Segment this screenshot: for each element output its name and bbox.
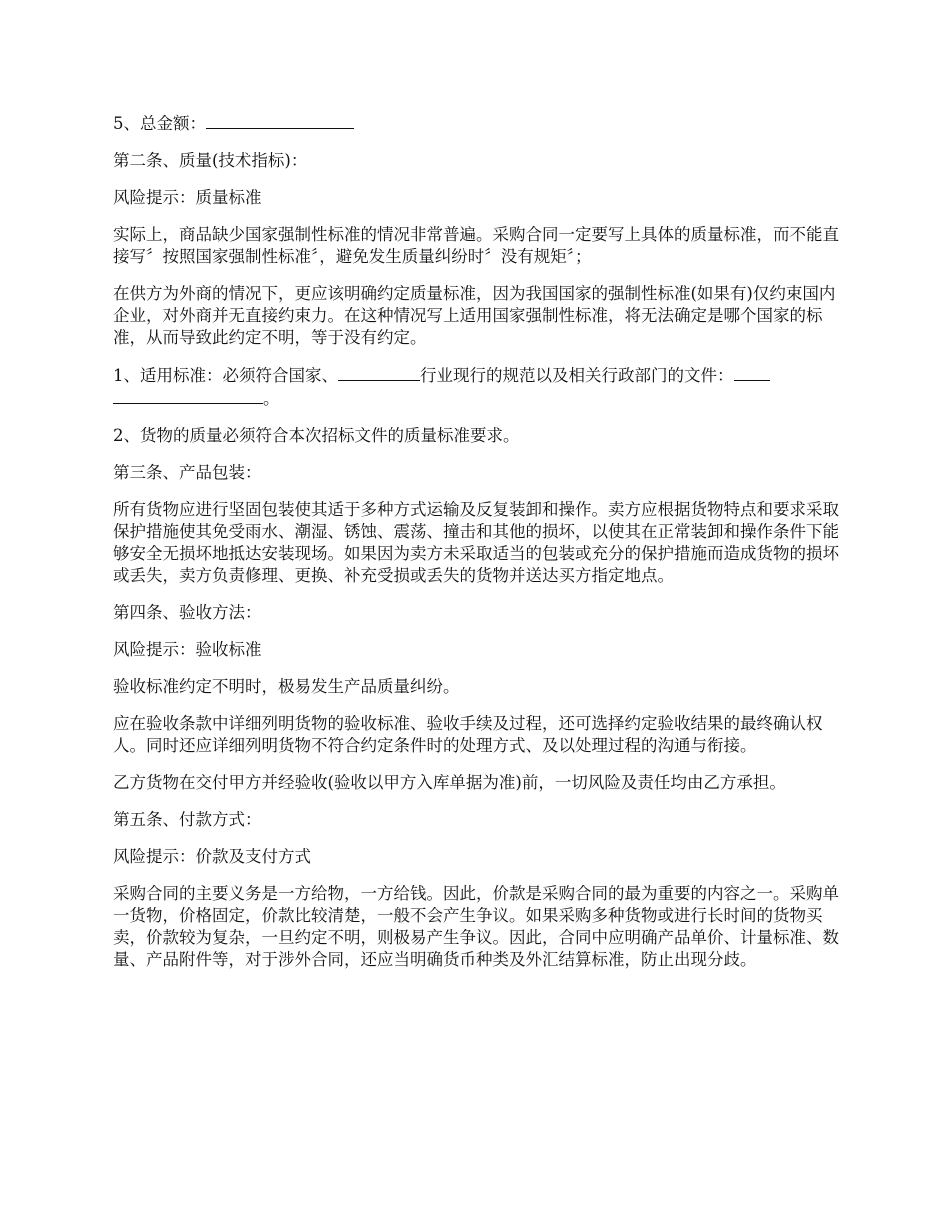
total-amount-blank <box>206 112 354 129</box>
article-3-heading: 第三条、产品包装： <box>113 463 262 482</box>
document-blank-part1 <box>734 364 770 381</box>
document-body <box>113 112 843 986</box>
applicable-standard-end: 。 <box>263 389 280 408</box>
total-amount-label: 5、总金额： <box>113 114 206 133</box>
applicable-standard-text: 行业现行的规范以及相关行政部门的文件： <box>420 366 734 385</box>
document-blank-part2 <box>113 387 263 404</box>
paragraph-foreign-supplier: 在供方为外商的情况下，更应该明确约定质量标准，因为我国国家的强制性标准(如果有)仅约束国内企业，对外商并无直接约束力。在这种情况写上适用国家强制性标准，将无法确定是哪个国家的标准，从而导致此约定不明，等于没有约定。 <box>113 284 836 347</box>
total-amount-line <box>113 112 843 135</box>
applicable-standard-label: 1、适用标准：必须符合国家、 <box>113 366 338 385</box>
risk-tip-acceptance: 风险提示：验收标准 <box>113 640 262 659</box>
paragraph-payment: 采购合同的主要义务是一方给物，一方给钱。因此，价款是采购合同的最为重要的内容之一。采购单一货物，价格固定，价款比较清楚，一般不会产生争议。如果采购多种货物或进行长时间的货物买卖，价款较为复杂，一旦约定不明，则极易产生争议。因此，合同中应明确产品单价、计量标准、数量、产品附件等，对于涉外合同，还应当明确货币种类及外汇结算标准，防止出现分歧。 <box>113 884 839 969</box>
risk-tip-payment: 风险提示：价款及支付方式 <box>113 847 311 866</box>
paragraph-acceptance-clause: 应在验收条款中详细列明货物的验收标准、验收手续及过程，还可选择约定验收结果的最终确认权人。同时还应详细列明货物不符合约定条件时的处理方式、及以处理过程的沟通与衔接。 <box>113 714 823 755</box>
article-5-heading: 第五条、付款方式： <box>113 810 262 829</box>
risk-tip-quality: 风险提示：质量标准 <box>113 188 262 207</box>
paragraph-acceptance-dispute: 验收标准约定不明时，极易发生产品质量纠纷。 <box>113 677 460 696</box>
article-4-heading: 第四条、验收方法： <box>113 603 262 622</box>
quality-requirement-line: 2、货物的质量必须符合本次招标文件的质量标准要求。 <box>113 426 520 445</box>
paragraph-packaging: 所有货物应进行坚固包装使其适于多种方式运输及反复装卸和操作。卖方应根据货物特点和要求采取保护措施使其免受雨水、潮湿、锈蚀、震荡、撞击和其他的损坏，以使其在正常装卸和操作条件下能够安全无损坏地抵达安装现场。如果因为卖方未采取适当的包装或充分的保护措施而造成货物的损坏或丢失，卖方负责修理、更换、补充受损或丢失的货物并送达买方指定地点。 <box>113 500 839 585</box>
paragraph-quality-standard: 实际上，商品缺少国家强制性标准的情况非常普遍。采购合同一定要写上具体的质量标准，而不能直接写〞按照国家强制性标准〞，避免发生质量纠纷时〞没有规矩〞； <box>113 225 839 266</box>
article-2-heading: 第二条、质量(技术指标)： <box>113 151 308 170</box>
industry-blank <box>338 364 420 381</box>
paragraph-risk-transfer: 乙方货物在交付甲方并经验收(验收以甲方入库单据为准)前，一切风险及责任均由乙方承担。 <box>113 773 786 792</box>
applicable-standard-line <box>113 364 843 410</box>
